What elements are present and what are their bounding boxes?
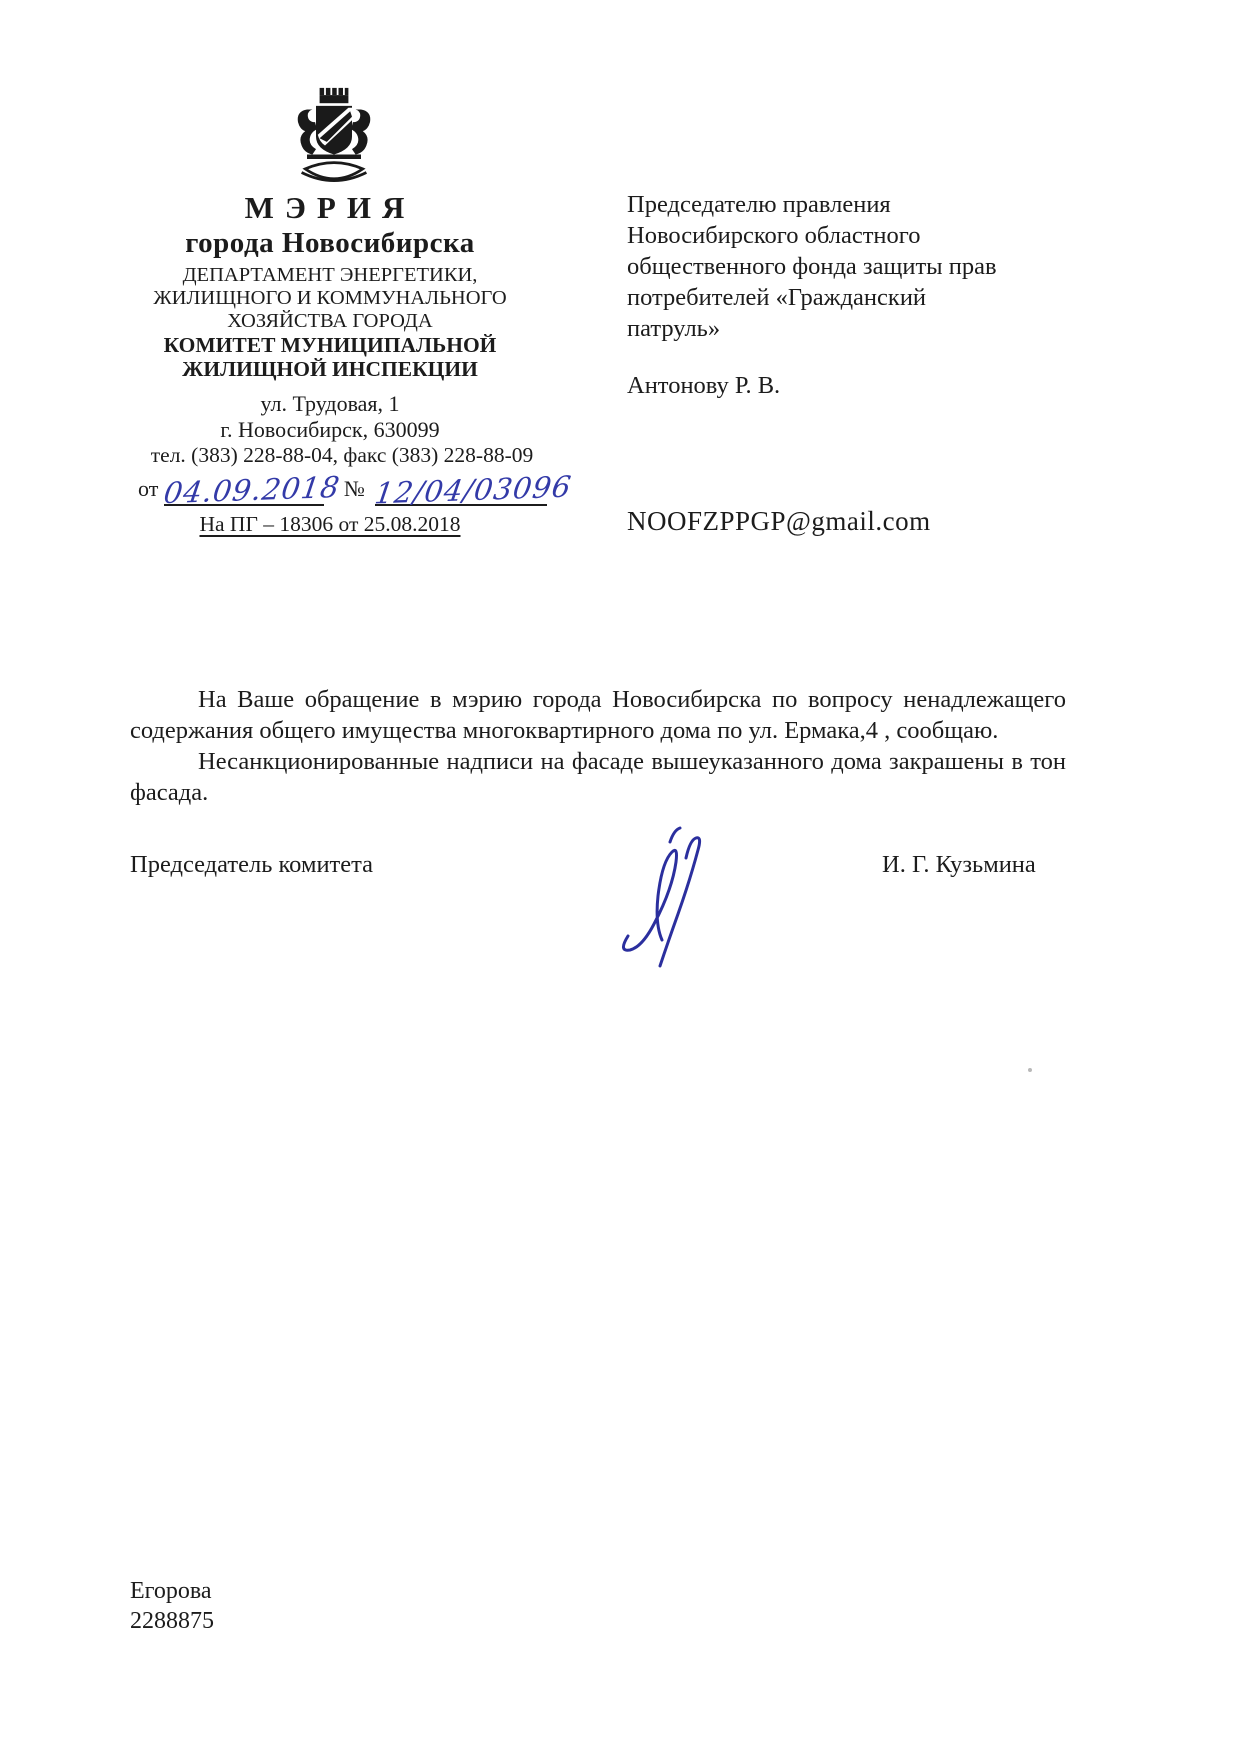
number-label: № [343, 476, 365, 501]
recipient-line: общественного фонда защиты прав [627, 253, 997, 280]
address-city: г. Новосибирск, 630099 [220, 417, 440, 442]
number-field [372, 469, 574, 511]
body-paragraph: На Ваше обращение в мэрию города Новосибирска по вопросу ненадлежащего содержания общего имущества многоквартирного дома по ул. Ермака,4 , сообщаю. [130, 686, 1066, 744]
signer-name: И. Г. Кузьмина [882, 851, 1036, 878]
date-label: от [138, 476, 159, 501]
reply-reference-line: На ПГ – 18306 от 25.08.2018 [199, 512, 461, 536]
org-subtitle: города Новосибирска [185, 227, 475, 259]
novosibirsk-coat-of-arms-icon [280, 86, 388, 196]
recipient-block [627, 189, 1077, 344]
department-name [118, 264, 542, 333]
reference-row [138, 469, 574, 511]
recipient-line: патруль» [627, 315, 721, 342]
signer-position-title: Председатель комитета [130, 851, 374, 878]
committee-name [118, 333, 542, 381]
phone-fax-line: тел. (383) 228-88-04, факс (383) 228-88-09 [150, 443, 534, 467]
body-paragraph: Несанкционированные надписи на фасаде вышеуказанного дома закрашены в тон фасада. [130, 748, 1066, 806]
department-line: ЖИЛИЩНОГО И КОММУНАЛЬНОГО [153, 287, 507, 309]
recipient-line: Новосибирского областного [627, 222, 921, 249]
committee-line: КОМИТЕТ МУНИЦИПАЛЬНОЙ [163, 333, 497, 357]
org-title: МЭРИЯ [244, 190, 416, 225]
executor-phone: 2288875 [130, 1608, 214, 1634]
department-line: ДЕПАРТАМЕНТ ЭНЕРГЕТИКИ, [182, 264, 478, 286]
recipient-line: потребителей «Гражданский [627, 284, 927, 311]
handwritten-date: 04.09.2018 [161, 469, 343, 511]
recipient-email: NOOFZPPGP@gmail.com [627, 506, 931, 536]
executor-name: Егорова [130, 1578, 212, 1604]
letter-body [130, 684, 1066, 808]
committee-line: ЖИЛИЩНОЙ ИНСПЕКЦИИ [182, 357, 478, 381]
department-line: ХОЗЯЙСТВА ГОРОДА [227, 310, 433, 332]
scan-speck [1028, 1068, 1032, 1072]
date-field [161, 469, 343, 511]
handwritten-signature [608, 818, 738, 978]
recipient-line: Председателю правления [627, 191, 891, 218]
recipient-name: Антонову Р. В. [627, 372, 781, 399]
handwritten-number: 12/04/03096 [372, 469, 574, 511]
address-street: ул. Трудовая, 1 [260, 391, 400, 416]
